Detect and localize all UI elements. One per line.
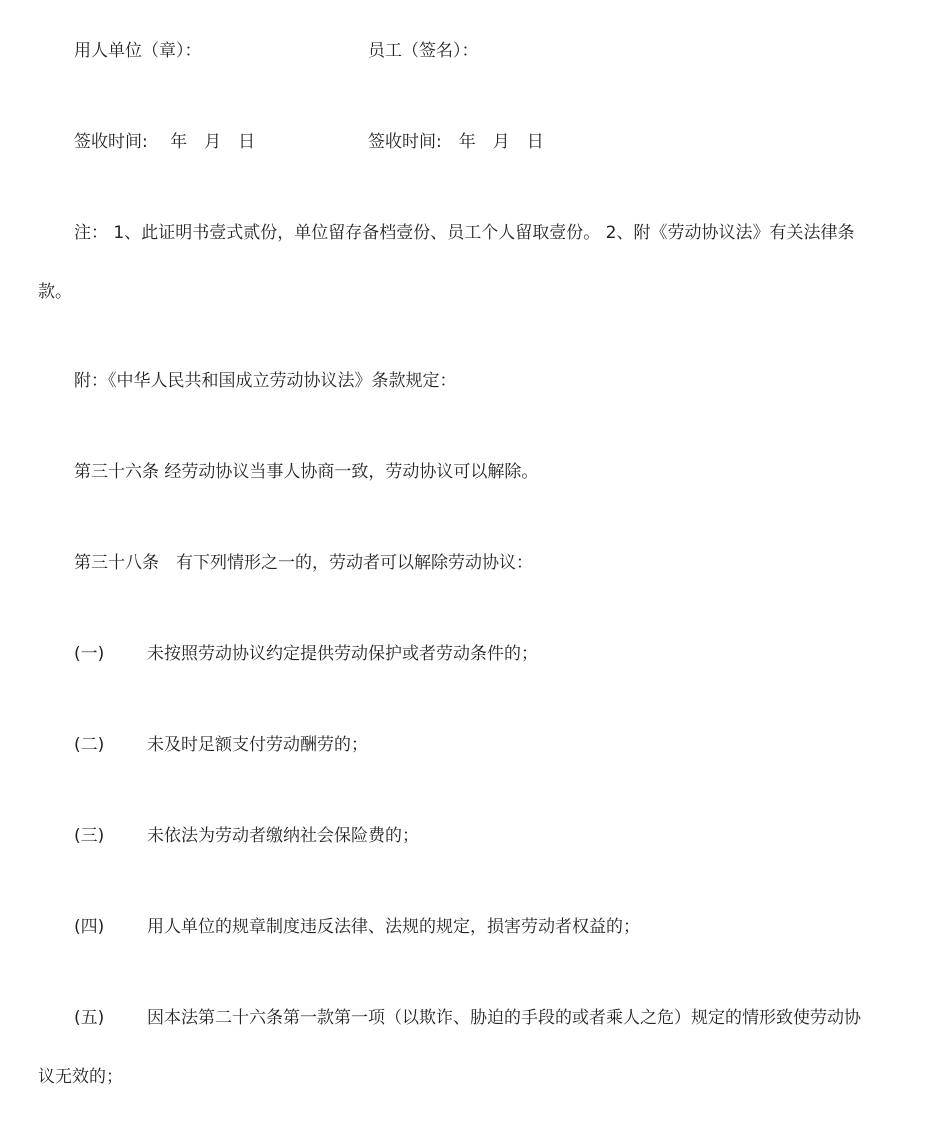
item-label: (三) <box>74 826 105 846</box>
employee-receipt-date: 签收时间: 年 月 日 <box>368 132 544 152</box>
employee-signature-label: 员工（签名）： <box>368 41 479 61</box>
article-38: 第三十八条 有下列情形之一的，劳动者可以解除劳动协议： <box>74 553 533 573</box>
article-36: 第三十六条 经劳动协议当事人协商一致，劳动协议可以解除。 <box>74 462 539 482</box>
item-text: 用人单位的规章制度违反法律、法规的规定，损害劳动者权益的； <box>147 917 640 937</box>
item-label: (五) <box>74 1008 105 1028</box>
item-text: 未依法为劳动者缴纳社会保险费的； <box>147 826 419 846</box>
item-label: (二) <box>74 735 105 755</box>
item-label: (一) <box>74 644 105 664</box>
item-label: (四) <box>74 917 105 937</box>
note-paragraph: 注： 1、此证明书壹式贰份，单位留存备档壹份、员工个人留取壹份。 2、附《劳动协议法》有关法律条 <box>74 223 855 243</box>
item-text: 未及时足额支付劳动酬劳的； <box>147 735 368 755</box>
item-continuation: 议无效的； <box>38 1067 123 1087</box>
note-continuation: 款。 <box>38 282 72 302</box>
item-text: 未按照劳动协议约定提供劳动保护或者劳动条件的； <box>147 644 538 664</box>
appendix-title: 附：《中华人民共和国成立劳动协议法》条款规定： <box>74 371 457 391</box>
item-text: 因本法第二十六条第一款第一项（以欺诈、胁迫的手段的或者乘人之危）规定的情形致使劳动协 <box>147 1008 861 1028</box>
employer-seal-label: 用人单位（章）： <box>74 41 202 61</box>
employer-receipt-date: 签收时间: 年 月 日 <box>74 132 256 152</box>
